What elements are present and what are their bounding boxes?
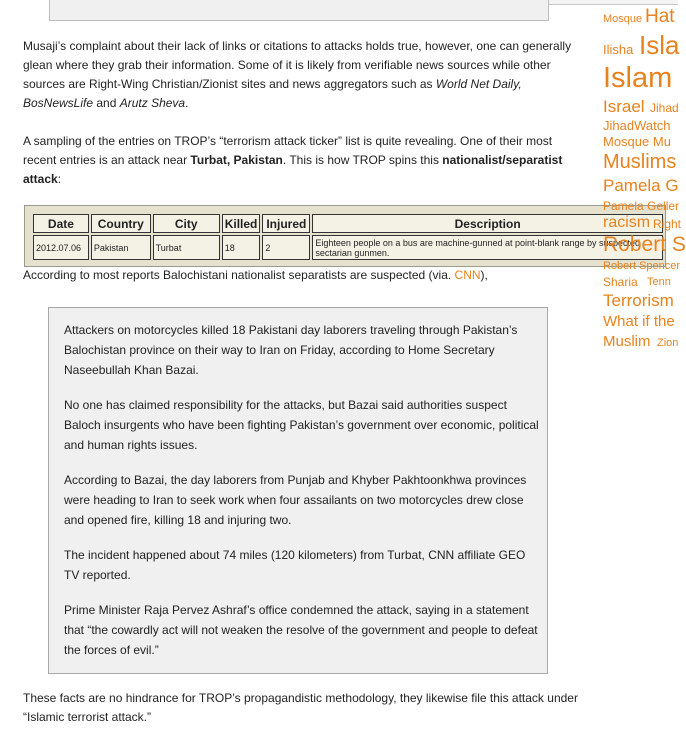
cell-country: Pakistan [91,235,151,260]
tag-link[interactable]: Mosque [603,13,643,25]
paragraph-text: . This is how TROP spins this [282,153,443,167]
tag-link[interactable]: Right [653,217,682,231]
paragraph-conclusion: These facts are no hindrance for TROP’s propagandistic methodology, they likewise file this attack under “Islamic terrorist attack.” [23,691,578,724]
attack-type-bold: nationalist/separatist attack [23,153,563,186]
tag-link[interactable]: Israel [603,97,645,116]
paragraph-reports [23,266,583,285]
tag-link[interactable]: JihadWatch [603,118,671,133]
column-header-country: Country [91,214,151,233]
tag-link[interactable]: Hat [645,6,675,27]
tag-link[interactable]: Robert S [603,233,686,256]
tag-link[interactable]: Robert Spencer [603,260,681,272]
paragraph-text: A sampling of the entries on TROP’s “terrorism attack ticker” list is quite revealing. One of their most recent entries is an attack near [23,134,553,167]
conjunction-and: and [93,96,120,110]
quote-paragraph: The incident happened about 74 miles (120 kilometers) from Turbat, CNN affiliate GEO TV reported. [64,548,526,582]
location-bold: Turbat, Pakistan [190,153,283,167]
source-world-net-daily: World Net Daily [435,77,519,91]
tag-link[interactable]: Jihad [650,101,679,115]
table-row [33,235,663,260]
paragraph-text: Musaji’s complaint about their lack of links or citations to attacks holds true, however, one can generally glean where they grab their information. Some of it is likely from verifiable news sources while other sources are Right-Wing Christian/Zionist sites and news aggregators such as [23,39,572,91]
tag-link[interactable]: Sharia [603,275,638,289]
cnn-link[interactable]: CNN [454,268,481,282]
tag-link[interactable]: Ilisha [603,42,634,57]
column-header-city: City [153,214,220,233]
quote-paragraph: According to Bazai, the day laborers from Punjab and Khyber Pakhtoonkhwa provinces were heading to Iran to seek work when four assailants on two motorcycles drew close and opened fire, killing 18 and injuring two. [64,473,527,527]
source-bosnewslife: BosNewsLife [23,96,94,110]
ticker-table-screenshot [24,205,666,267]
paragraph-sources [23,37,583,113]
tag-link[interactable]: Isla [639,30,680,60]
tag-link[interactable]: racism [603,214,651,231]
paragraph-end: . [185,96,189,110]
cell-date: 2012.07.06 [33,235,89,260]
paragraph-text: According to most reports Balochistani nationalist separatists are suspected (via. [23,268,455,282]
tag-link[interactable]: Terrorism [603,291,674,310]
tag-link[interactable]: Zion [657,337,679,349]
column-header-injured: Injured [262,214,310,233]
paragraph-end: : [57,172,62,186]
paragraph-ticker-intro [23,132,583,189]
tag-link[interactable]: What if the [603,313,675,330]
source-arutz-sheva: Arutz Sheva [119,96,186,110]
table-header-row [33,214,663,233]
column-header-date: Date [33,214,89,233]
tag-cloud [603,0,686,360]
paragraph-end: ), [480,268,488,282]
cell-injured: 2 [262,235,310,260]
cell-city: Turbat [153,235,220,260]
tag-link[interactable]: Pamela Geller [603,199,680,213]
tag-link[interactable]: Tenn [647,276,671,288]
tag-link[interactable]: Muslim [603,333,651,350]
tag-link[interactable]: Muslims [603,151,677,173]
column-header-description: Description [312,214,663,233]
tag-link[interactable]: Islam [603,62,673,94]
quote-paragraph: Attackers on motorcycles killed 18 Pakistani day laborers traveling through Pakistan’s Balochistan province on their way to Iran on Friday, according to Home Secretary Naseebullah Khan Bazai. [64,323,518,377]
column-header-killed: Killed [222,214,261,233]
quote-paragraph: Prime Minister Raja Pervez Ashraf’s office condemned the attack, saying in a statement that “the cowardly act will not weaken the resolve of the government and people to defeat the forces of evil.” [64,603,538,657]
separator-comma: , [518,77,522,91]
quote-paragraph: No one has claimed responsibility for the attacks, but Bazai said authorities suspect Baloch insurgents who have been fighting Pakistan’s government over economic, political and human rights issues. [64,398,539,452]
ticker-table [31,212,665,262]
previous-quote-box [49,0,549,21]
cnn-blockquote [48,307,548,674]
cell-killed: 18 [222,235,261,260]
cell-description: Eighteen people on a bus are machine-gunned at point-blank range by suspected sectarian gunmen. [312,235,663,260]
tag-link[interactable]: Mosque Mu [603,134,671,149]
tag-link[interactable]: Pamela G [603,176,679,195]
